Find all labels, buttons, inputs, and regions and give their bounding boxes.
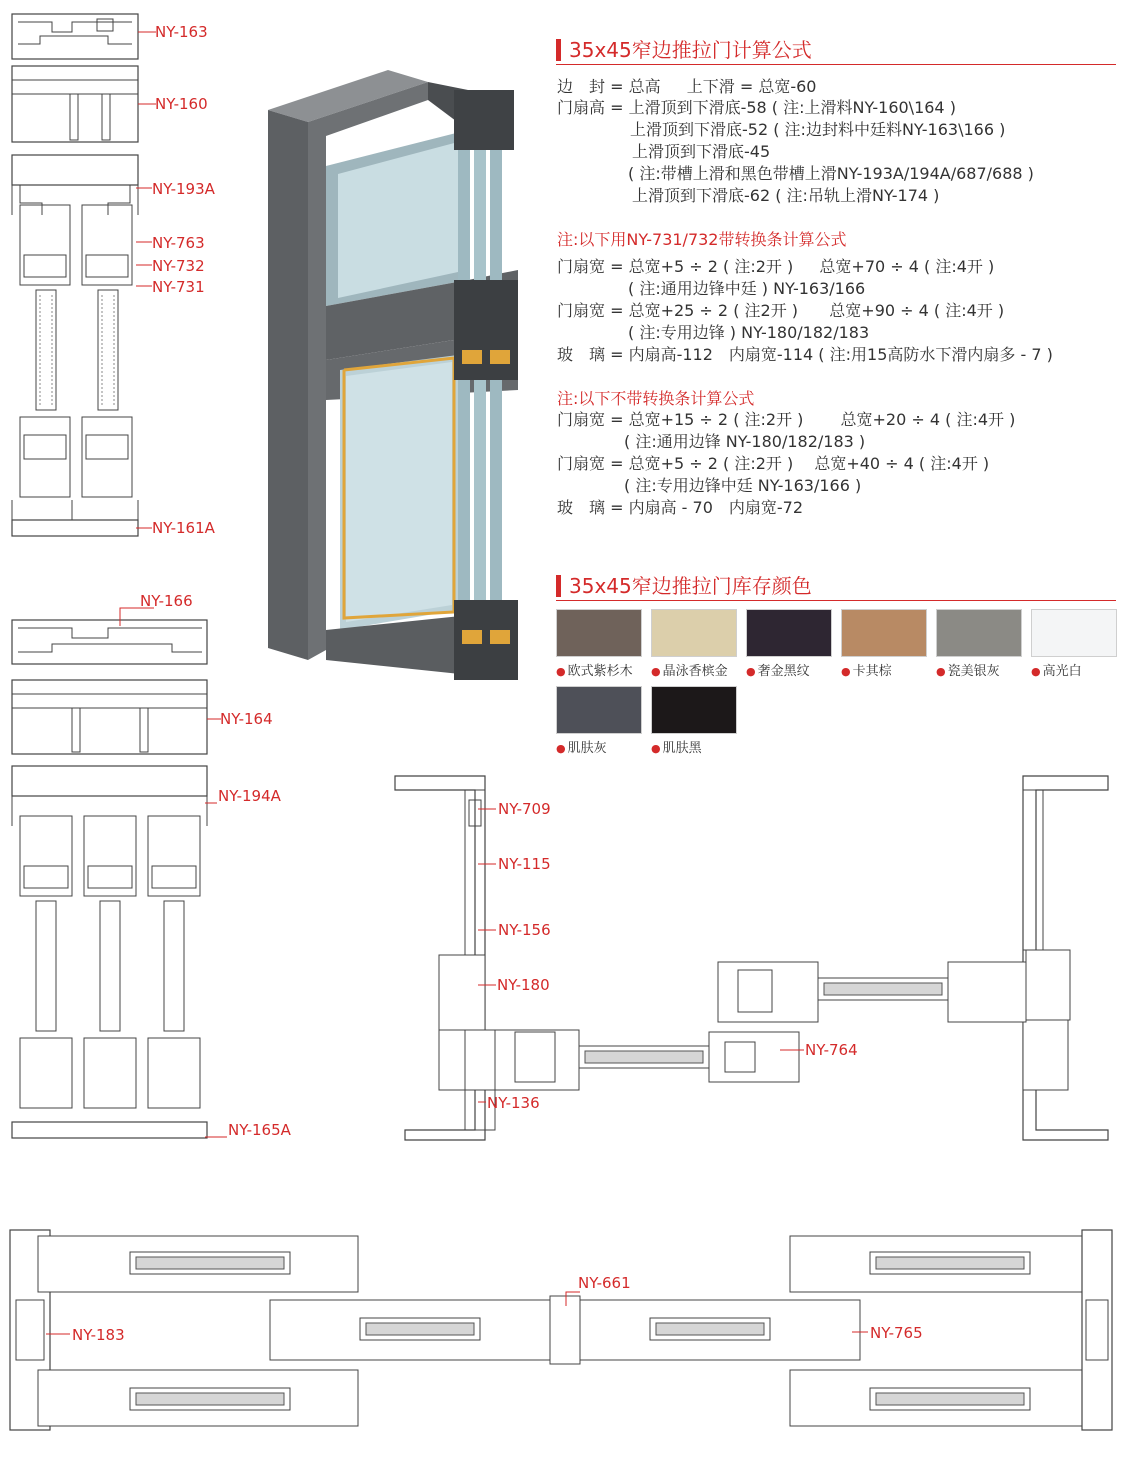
group1-line-5: 玻 璃 = 内扇高-112 内扇宽-114 ( 注:用15高防水下滑内扇多 - 7 ) bbox=[557, 345, 1053, 364]
profile-ny193a-assembly-drawing bbox=[12, 155, 152, 545]
group2-line-5: 玻 璃 = 内扇高 - 70 内扇宽-72 bbox=[557, 498, 804, 517]
leader-ny163 bbox=[138, 31, 158, 35]
group2-line-3: 门扇宽 = 总宽+5 ÷ 2 ( 注:2开 ) 总宽+40 ÷ 4 ( 注:4开 ) bbox=[557, 454, 990, 473]
formula-line-4: 上滑顶到下滑底-45 bbox=[632, 142, 771, 161]
swatch-name-0: ● 欧式紫杉木 bbox=[556, 664, 633, 679]
label-ny661: NY-661 bbox=[578, 1274, 631, 1292]
label-ny765: NY-765 bbox=[870, 1324, 923, 1342]
title-bar-icon bbox=[556, 575, 561, 597]
swatch-2 bbox=[746, 609, 832, 657]
label-ny763: NY-763 bbox=[152, 234, 205, 252]
formula-line-3: 上滑顶到下滑底-52 ( 注:边封料中廷料NY-163\166 ) bbox=[630, 120, 1006, 139]
swatch-4 bbox=[936, 609, 1022, 657]
profile-ny163-drawing bbox=[12, 14, 152, 64]
leader-ny164 bbox=[207, 718, 227, 722]
label-ny732: NY-732 bbox=[152, 257, 205, 275]
title-bar-icon bbox=[556, 39, 561, 61]
formula-line-5: ( 注:带槽上滑和黑色带槽上滑NY-193A/194A/687/688 ) bbox=[628, 164, 1034, 183]
group1-line-2: ( 注:通用边锋中廷 ) NY-163/166 bbox=[628, 279, 866, 298]
swatch-name-1: ● 晶泳香槟金 bbox=[651, 664, 728, 679]
group1-line-1: 门扇宽 = 总宽+5 ÷ 2 ( 注:2开 ) 总宽+70 ÷ 4 ( 注:4开 ) bbox=[557, 257, 995, 276]
label-ny165a: NY-165A bbox=[228, 1121, 291, 1139]
label-ny136: NY-136 bbox=[487, 1094, 540, 1112]
leader-ny166 bbox=[118, 604, 158, 628]
swatch-name-7: ● 肌肤黑 bbox=[651, 741, 702, 756]
profile-ny160-drawing bbox=[12, 66, 152, 146]
leaders-ny193a-group bbox=[136, 180, 156, 540]
swatch-1 bbox=[651, 609, 737, 657]
group2-line-2: ( 注:通用边锋 NY-180/182/183 ) bbox=[624, 432, 866, 451]
leaders-middle-sections bbox=[474, 800, 894, 1120]
label-ny183: NY-183 bbox=[72, 1326, 125, 1344]
formula-line-1: 边 封 = 总高 上下滑 = 总宽-60 bbox=[557, 77, 817, 96]
formula-note-2: 注:以下不带转换条计算公式 bbox=[557, 389, 755, 408]
formula-section-title bbox=[556, 34, 812, 63]
swatch-name-2: ● 奢金黑纹 bbox=[746, 664, 810, 679]
swatch-6 bbox=[556, 686, 642, 734]
label-ny764: NY-764 bbox=[805, 1041, 858, 1059]
label-ny156: NY-156 bbox=[498, 921, 551, 939]
swatch-name-5: ● 高光白 bbox=[1031, 664, 1082, 679]
profile-ny164-drawing bbox=[12, 680, 212, 760]
label-ny180: NY-180 bbox=[497, 976, 550, 994]
label-ny709: NY-709 bbox=[498, 800, 551, 818]
group1-line-4: ( 注:专用边锋 ) NY-180/182/183 bbox=[628, 323, 870, 342]
formula-note-1: 注:以下用NY-731/732带转换条计算公式 bbox=[557, 230, 847, 249]
profile-ny194a-assembly-drawing bbox=[12, 766, 212, 1146]
formula-line-2: 门扇高 = 上滑顶到下滑底-58 ( 注:上滑料NY-160\164 ) bbox=[557, 98, 956, 117]
formula-title-rule bbox=[556, 64, 1116, 65]
label-ny731: NY-731 bbox=[152, 278, 205, 296]
leaders-bottom-section bbox=[40, 1284, 940, 1344]
formula-line-6: 上滑顶到下滑底-62 ( 注:吊轨上滑NY-174 ) bbox=[632, 186, 940, 205]
colors-title-text: 35x45窄边推拉门库存颜色 bbox=[569, 574, 812, 598]
profile-ny166-drawing bbox=[12, 620, 212, 670]
group2-line-4: ( 注:专用边锋中廷 NY-163/166 ) bbox=[624, 476, 862, 495]
formula-title-text: 35x45窄边推拉门计算公式 bbox=[569, 38, 812, 62]
label-ny166: NY-166 bbox=[140, 592, 193, 610]
label-ny193a: NY-193A bbox=[152, 180, 215, 198]
label-ny164: NY-164 bbox=[220, 710, 273, 728]
swatch-name-4: ● 瓷美银灰 bbox=[936, 664, 1000, 679]
leader-ny160 bbox=[138, 103, 158, 107]
colors-title-rule bbox=[556, 600, 1116, 601]
swatch-3 bbox=[841, 609, 927, 657]
label-ny163: NY-163 bbox=[155, 23, 208, 41]
swatch-7 bbox=[651, 686, 737, 734]
label-ny161a: NY-161A bbox=[152, 519, 215, 537]
label-ny115: NY-115 bbox=[498, 855, 551, 873]
group1-line-3: 门扇宽 = 总宽+25 ÷ 2 ( 注2开 ) 总宽+90 ÷ 4 ( 注:4开 ) bbox=[557, 301, 1005, 320]
swatch-name-6: ● 肌肤灰 bbox=[556, 741, 607, 756]
label-ny194a: NY-194A bbox=[218, 787, 281, 805]
leaders-ny194a-group bbox=[205, 790, 235, 1140]
swatch-5 bbox=[1031, 609, 1117, 657]
colors-section-title bbox=[556, 570, 812, 599]
label-ny160: NY-160 bbox=[155, 95, 208, 113]
group2-line-1: 门扇宽 = 总宽+15 ÷ 2 ( 注:2开 ) 总宽+20 ÷ 4 ( 注:4开 ) bbox=[557, 410, 1016, 429]
swatch-0 bbox=[556, 609, 642, 657]
swatch-name-3: ● 卡其棕 bbox=[841, 664, 892, 679]
door-frame-3d-render bbox=[268, 70, 528, 680]
